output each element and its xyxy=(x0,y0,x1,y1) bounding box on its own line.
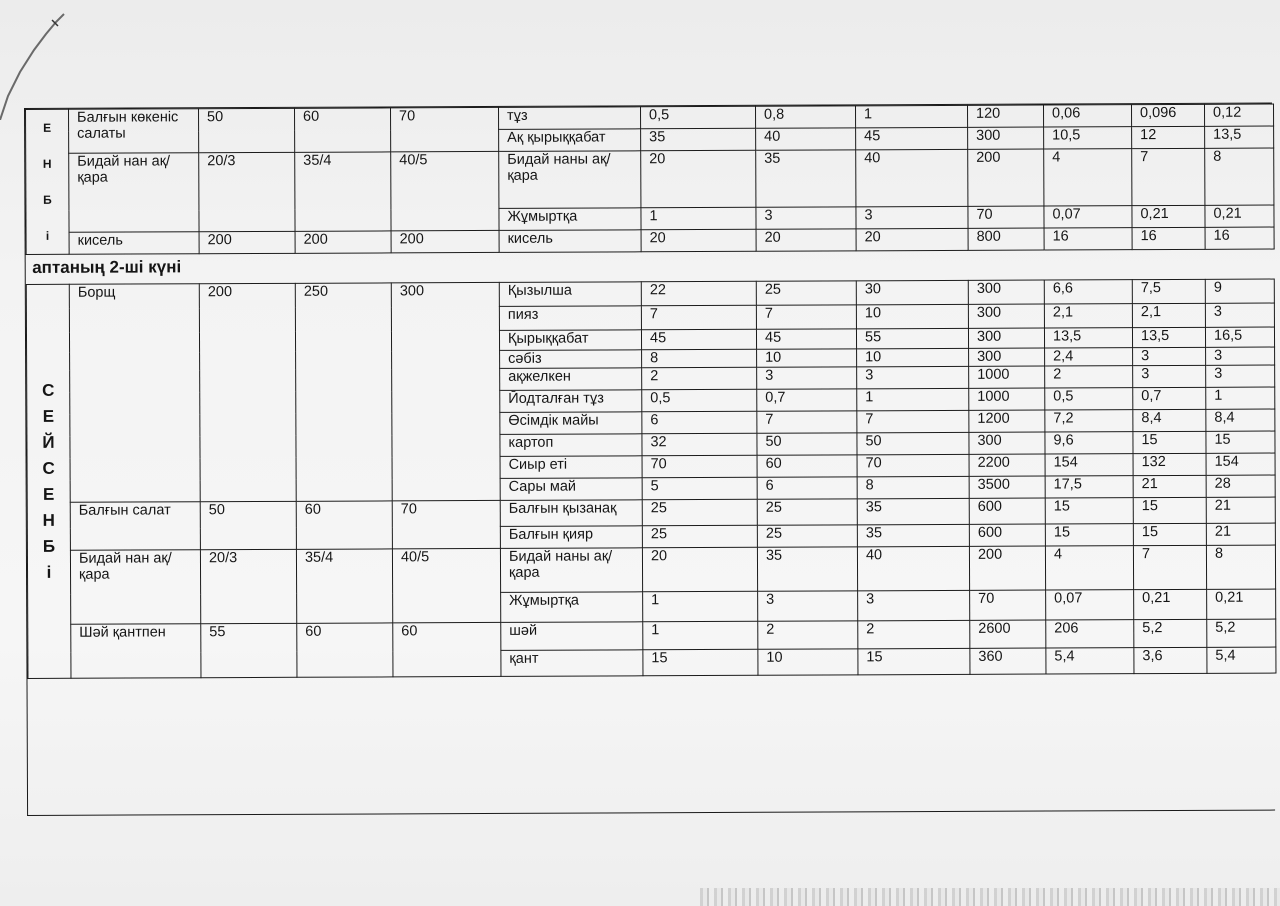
dish-portion-g2: 35/4 xyxy=(296,549,392,623)
dish-name: Балғын салат xyxy=(70,502,200,551)
table-row xyxy=(26,148,1274,210)
ingredient-price: 70 xyxy=(970,590,1046,620)
dish-name: Бидай нан ақ/қара xyxy=(69,153,199,233)
ingredient-cost-c1: 17,5 xyxy=(1045,476,1133,498)
ingredient-cost-c3: 9 xyxy=(1205,279,1274,303)
ingredient-cost-c1: 9,6 xyxy=(1045,432,1133,454)
dish-portion-g1: 50 xyxy=(200,501,296,549)
dish-portion-g1: 20/3 xyxy=(199,152,295,231)
ingredient-gross-a: 45 xyxy=(641,329,756,350)
ingredient-name: сәбіз xyxy=(500,350,642,369)
ingredient-cost-c1: 0,07 xyxy=(1044,206,1132,228)
ingredient-gross-b: 25 xyxy=(756,281,856,305)
ingredient-gross-b: 3 xyxy=(758,591,858,621)
dish-portion-g3: 70 xyxy=(392,500,500,548)
ingredient-gross-c: 35 xyxy=(857,498,969,524)
ingredient-price: 3500 xyxy=(969,476,1045,498)
ingredient-name: Сиыр еті xyxy=(500,456,642,479)
ingredient-price: 2600 xyxy=(970,620,1046,648)
ingredient-cost-c3: 13,5 xyxy=(1205,126,1274,148)
ingredient-cost-c1: 13,5 xyxy=(1044,328,1132,348)
menu-body xyxy=(26,104,1276,678)
ingredient-gross-a: 1 xyxy=(641,207,756,230)
ingredient-name: ақжелкен xyxy=(500,368,642,391)
ingredient-gross-a: 1 xyxy=(643,591,758,622)
dish-portion-g3: 40/5 xyxy=(391,151,499,230)
menu-table xyxy=(25,104,1276,679)
ingredient-price: 70 xyxy=(968,206,1044,228)
ingredient-cost-c1: 0,5 xyxy=(1045,388,1133,410)
ingredient-name: Сары май xyxy=(500,478,642,501)
ingredient-cost-c2: 5,2 xyxy=(1134,619,1207,647)
ingredient-gross-b: 2 xyxy=(758,621,858,649)
dish-name: Борщ xyxy=(69,284,200,503)
ingredient-gross-b: 35 xyxy=(756,150,856,207)
dish-portion-g2: 60 xyxy=(295,108,391,152)
ingredient-cost-c2: 3 xyxy=(1133,347,1206,365)
day-letter: С xyxy=(42,458,55,478)
day-letter: і xyxy=(45,228,50,243)
ingredient-cost-c1: 6,6 xyxy=(1044,280,1132,304)
ingredient-name: Жұмыртқа xyxy=(501,592,643,623)
ingredient-gross-a: 8 xyxy=(642,349,757,368)
ingredient-gross-a: 0,5 xyxy=(641,106,756,129)
ingredient-cost-c1: 2,1 xyxy=(1044,304,1132,328)
ingredient-gross-a: 25 xyxy=(642,499,757,526)
ingredient-gross-a: 20 xyxy=(642,547,757,592)
ingredient-gross-c: 8 xyxy=(857,476,969,498)
day-letter: і xyxy=(46,562,52,582)
ingredient-gross-b: 10 xyxy=(758,649,858,675)
dish-portion-g1: 20/3 xyxy=(200,549,296,623)
dish-portion-g3: 200 xyxy=(391,230,499,252)
ingredient-price: 1200 xyxy=(969,410,1045,432)
ingredient-price: 800 xyxy=(968,228,1044,250)
ingredient-gross-a: 25 xyxy=(642,525,757,548)
menu-sheet xyxy=(24,103,1275,816)
ingredient-name: пияз xyxy=(499,306,641,331)
dish-portion-g3: 60 xyxy=(393,622,501,676)
ingredient-gross-b: 3 xyxy=(757,367,857,389)
ingredient-gross-b: 20 xyxy=(756,229,856,251)
day-letters xyxy=(26,110,69,254)
ingredient-name: тұз xyxy=(499,107,641,130)
ingredient-gross-b: 3 xyxy=(756,207,856,229)
ingredient-name: Өсімдік майы xyxy=(500,412,642,435)
ingredient-price: 300 xyxy=(968,328,1044,348)
ingredient-cost-c3: 21 xyxy=(1206,523,1275,545)
ingredient-cost-c1: 4 xyxy=(1044,149,1132,206)
dish-portion-g3: 40/5 xyxy=(392,548,500,622)
ingredient-gross-c: 3 xyxy=(857,366,969,388)
dish-portion-g2: 35/4 xyxy=(295,152,391,231)
ingredient-gross-b: 25 xyxy=(757,499,857,525)
ingredient-gross-a: 20 xyxy=(641,229,756,252)
ingredient-gross-a: 32 xyxy=(642,433,757,456)
ingredient-cost-c3: 16 xyxy=(1205,227,1274,249)
ingredient-cost-c1: 2,4 xyxy=(1045,348,1133,366)
ingredient-gross-b: 40 xyxy=(756,128,856,150)
ingredient-gross-b: 0,8 xyxy=(755,106,855,128)
dish-portion-g1: 55 xyxy=(201,623,297,677)
ingredient-price: 2200 xyxy=(969,454,1045,476)
ingredient-cost-c2: 15 xyxy=(1133,431,1206,453)
ingredient-cost-c2: 2,1 xyxy=(1132,303,1205,327)
ingredient-gross-b: 10 xyxy=(757,349,857,367)
ingredient-gross-c: 55 xyxy=(856,328,968,348)
ingredient-cost-c1: 5,4 xyxy=(1046,648,1134,674)
ingredient-cost-c2: 3 xyxy=(1133,365,1206,387)
ingredient-cost-c1: 0,06 xyxy=(1043,105,1131,127)
dish-portion-g2: 60 xyxy=(297,623,393,677)
ingredient-price: 300 xyxy=(968,127,1044,149)
ingredient-name: Жұмыртқа xyxy=(499,208,641,231)
ingredient-name: картоп xyxy=(500,434,642,457)
ingredient-cost-c3: 5,2 xyxy=(1207,619,1276,647)
scan-edge-artifact xyxy=(700,888,1280,906)
day-letter: Н xyxy=(42,156,52,171)
dish-name: Бидай нан ақ/қара xyxy=(70,550,200,625)
ingredient-gross-c: 40 xyxy=(857,546,969,590)
ingredient-name: Балғын қияр xyxy=(500,526,642,549)
ingredient-cost-c1: 154 xyxy=(1045,454,1133,476)
day-letter: Е xyxy=(42,484,55,504)
day-label xyxy=(26,284,71,678)
ingredient-cost-c1: 10,5 xyxy=(1044,127,1132,149)
ingredient-price: 120 xyxy=(967,105,1043,127)
ingredient-cost-c3: 3 xyxy=(1206,347,1275,365)
day-letter: Н xyxy=(42,510,55,530)
ingredient-price: 1000 xyxy=(969,366,1045,388)
ingredient-price: 300 xyxy=(968,304,1044,328)
ingredient-cost-c2: 0,21 xyxy=(1132,205,1205,227)
day-letter: Е xyxy=(43,120,52,135)
ingredient-price: 600 xyxy=(969,498,1045,524)
ingredient-cost-c2: 132 xyxy=(1133,453,1206,475)
dish-name: Балғын көкеніс салаты xyxy=(69,109,199,154)
ingredient-gross-c: 3 xyxy=(858,590,970,620)
dish-portion-g2: 250 xyxy=(295,283,392,501)
ingredient-gross-b: 0,7 xyxy=(757,389,857,411)
ingredient-cost-c2: 7,5 xyxy=(1132,279,1205,303)
dish-portion-g3: 300 xyxy=(391,282,500,500)
ingredient-cost-c2: 0,21 xyxy=(1134,589,1207,619)
ingredient-gross-b: 60 xyxy=(757,455,857,477)
ingredient-name: Йодталған тұз xyxy=(500,390,642,413)
ingredient-gross-a: 6 xyxy=(642,411,757,434)
table-row xyxy=(27,545,1275,594)
ingredient-cost-c3: 15 xyxy=(1206,431,1275,453)
ingredient-gross-c: 10 xyxy=(856,304,968,328)
ingredient-cost-c3: 5,4 xyxy=(1207,647,1276,673)
ingredient-name: Қызылша xyxy=(499,282,641,307)
dish-portion-g2: 200 xyxy=(295,231,391,253)
dish-portion-g1: 200 xyxy=(199,231,295,253)
ingredient-gross-c: 3 xyxy=(856,206,968,228)
day-letter: С xyxy=(42,380,55,400)
ingredient-cost-c3: 3 xyxy=(1205,303,1274,327)
ingredient-price: 1000 xyxy=(969,388,1045,410)
ingredient-cost-c1: 16 xyxy=(1044,228,1132,250)
dish-portion-g3: 70 xyxy=(391,107,499,151)
ingredient-gross-b: 25 xyxy=(757,525,857,547)
ingredient-cost-c3: 1 xyxy=(1206,387,1275,409)
ingredient-cost-c3: 0,21 xyxy=(1207,589,1276,619)
ingredient-cost-c1: 2 xyxy=(1045,366,1133,388)
dish-portion-g2: 60 xyxy=(296,501,392,549)
day-letters xyxy=(27,377,70,585)
dish-name: Шәй қантпен xyxy=(71,624,201,679)
ingredient-price: 300 xyxy=(968,280,1044,304)
ingredient-gross-c: 45 xyxy=(856,127,968,149)
ingredient-name: Қырыққабат xyxy=(499,330,641,351)
day-letter: Б xyxy=(43,192,52,207)
ingredient-cost-c3: 0,21 xyxy=(1205,205,1274,227)
ingredient-gross-a: 7 xyxy=(641,305,756,330)
ingredient-gross-c: 7 xyxy=(857,410,969,432)
ingredient-cost-c3: 154 xyxy=(1206,453,1275,475)
ingredient-gross-a: 1 xyxy=(643,621,758,650)
ingredient-name: Бидай наны ақ/қара xyxy=(500,548,642,593)
ingredient-gross-a: 0,5 xyxy=(642,389,757,412)
ingredient-cost-c2: 0,7 xyxy=(1133,387,1206,409)
ingredient-name: кисель xyxy=(499,230,641,253)
ingredient-gross-a: 22 xyxy=(641,281,756,306)
ingredient-cost-c2: 7 xyxy=(1132,148,1205,205)
ingredient-cost-c2: 13,5 xyxy=(1132,327,1205,347)
ingredient-gross-b: 7 xyxy=(756,305,856,329)
ingredient-gross-b: 6 xyxy=(757,477,857,499)
ingredient-gross-c: 50 xyxy=(857,432,969,454)
ingredient-cost-c2: 7 xyxy=(1133,545,1206,589)
ingredient-price: 300 xyxy=(969,348,1045,366)
day-letter: Б xyxy=(42,536,56,556)
ingredient-gross-b: 50 xyxy=(757,433,857,455)
week-heading: аптаның 2-ші күні xyxy=(26,249,1274,284)
ingredient-gross-a: 15 xyxy=(643,649,758,676)
torn-corner-mark xyxy=(0,0,70,120)
ingredient-gross-c: 2 xyxy=(858,620,970,648)
ingredient-cost-c2: 0,096 xyxy=(1131,104,1204,126)
ingredient-cost-c3: 21 xyxy=(1206,497,1275,523)
ingredient-price: 200 xyxy=(968,149,1044,206)
ingredient-price: 300 xyxy=(969,432,1045,454)
ingredient-gross-a: 20 xyxy=(641,150,756,208)
ingredient-cost-c1: 15 xyxy=(1045,498,1133,524)
ingredient-cost-c3: 0,12 xyxy=(1204,104,1273,126)
ingredient-cost-c1: 15 xyxy=(1045,524,1133,546)
ingredient-cost-c1: 7,2 xyxy=(1045,410,1133,432)
ingredient-price: 600 xyxy=(969,524,1045,546)
ingredient-cost-c1: 206 xyxy=(1046,620,1134,648)
ingredient-gross-c: 15 xyxy=(858,648,970,674)
ingredient-cost-c1: 0,07 xyxy=(1046,590,1134,620)
ingredient-gross-c: 40 xyxy=(856,149,968,206)
dish-portion-g1: 200 xyxy=(199,283,296,501)
day-label xyxy=(26,109,70,254)
ingredient-gross-a: 5 xyxy=(642,477,757,500)
ingredient-cost-c3: 3 xyxy=(1206,365,1275,387)
ingredient-name: Бидай наны ақ/қара xyxy=(499,151,641,209)
ingredient-gross-b: 45 xyxy=(756,329,856,349)
ingredient-gross-a: 2 xyxy=(642,367,757,390)
ingredient-cost-c3: 8 xyxy=(1206,545,1275,589)
ingredient-name: Балғын қызанақ xyxy=(500,500,642,527)
ingredient-cost-c2: 21 xyxy=(1133,475,1206,497)
ingredient-gross-a: 35 xyxy=(641,128,756,151)
day-letter: Е xyxy=(42,406,55,426)
ingredient-cost-c1: 4 xyxy=(1045,546,1133,590)
ingredient-cost-c2: 3,6 xyxy=(1134,647,1207,673)
ingredient-cost-c3: 16,5 xyxy=(1205,327,1274,347)
ingredient-name: шәй xyxy=(501,622,643,651)
dish-portion-g1: 50 xyxy=(199,108,295,152)
ingredient-gross-c: 1 xyxy=(857,388,969,410)
ingredient-cost-c2: 15 xyxy=(1133,523,1206,545)
ingredient-price: 360 xyxy=(970,648,1046,674)
ingredient-gross-b: 35 xyxy=(757,547,857,591)
ingredient-cost-c3: 8 xyxy=(1205,148,1274,205)
ingredient-gross-c: 30 xyxy=(856,280,968,304)
ingredient-cost-c2: 15 xyxy=(1133,497,1206,523)
ingredient-gross-b: 7 xyxy=(757,411,857,433)
ingredient-cost-c3: 8,4 xyxy=(1206,409,1275,431)
ingredient-gross-c: 70 xyxy=(857,454,969,476)
ingredient-cost-c2: 16 xyxy=(1132,227,1205,249)
ingredient-gross-c: 20 xyxy=(856,228,968,250)
ingredient-gross-c: 35 xyxy=(857,524,969,546)
ingredient-name: Ақ қырыққабат xyxy=(499,129,641,152)
ingredient-gross-c: 1 xyxy=(855,105,967,127)
ingredient-cost-c2: 12 xyxy=(1132,126,1205,148)
ingredient-cost-c3: 28 xyxy=(1206,475,1275,497)
day-letter: Й xyxy=(42,432,55,452)
ingredient-gross-c: 10 xyxy=(857,348,969,366)
ingredient-price: 200 xyxy=(969,546,1045,590)
dish-name: кисель xyxy=(69,232,199,255)
ingredient-cost-c2: 8,4 xyxy=(1133,409,1206,431)
ingredient-gross-a: 70 xyxy=(642,455,757,478)
ingredient-name: қант xyxy=(501,650,643,677)
